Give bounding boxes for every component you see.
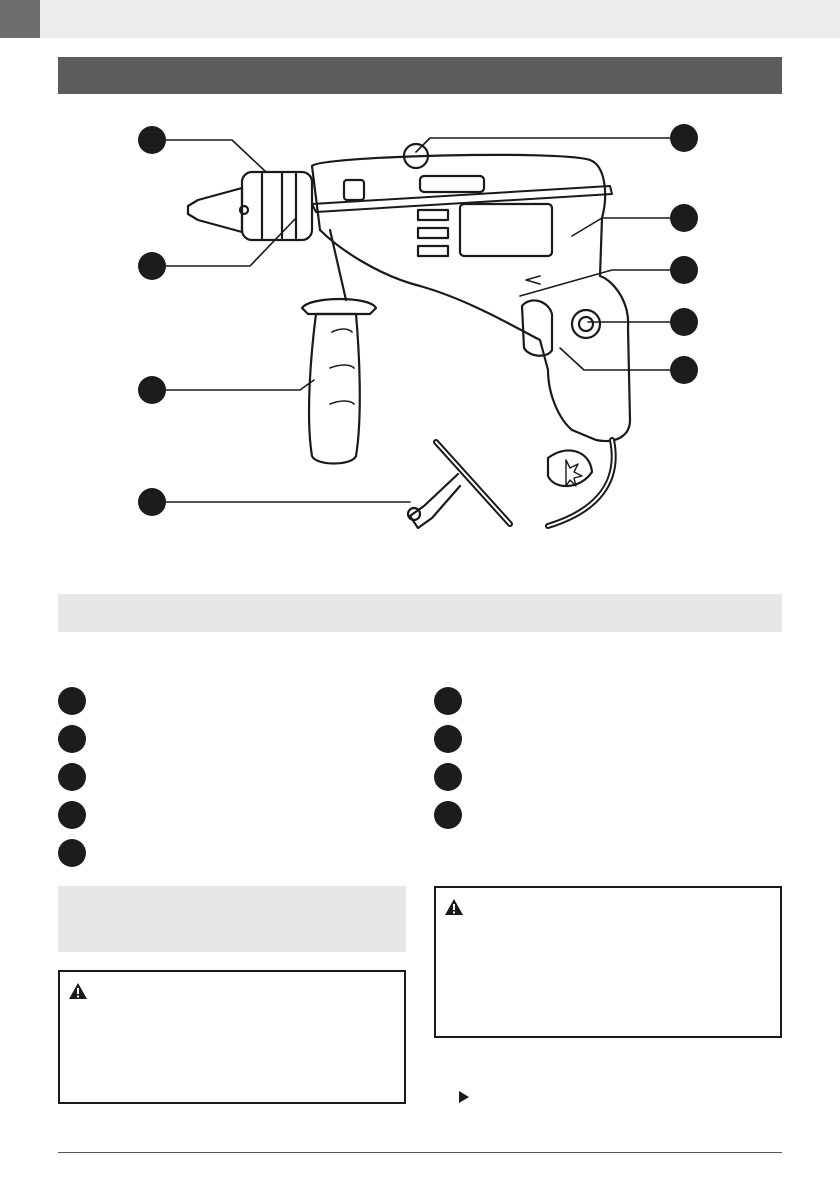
footer-divider <box>58 1152 782 1153</box>
callout-dot <box>138 376 166 404</box>
chuck <box>188 172 312 240</box>
section-header <box>58 57 782 94</box>
play-triangle-icon <box>458 1090 470 1104</box>
warning-triangle-icon <box>68 982 88 1000</box>
list-item <box>58 839 398 867</box>
item-number-dot <box>434 763 462 791</box>
warning-triangle-icon <box>444 898 464 916</box>
warning-box <box>434 886 782 1038</box>
item-number-dot <box>434 801 462 829</box>
power-cord <box>548 440 614 526</box>
top-bar <box>0 0 840 38</box>
side-handle <box>302 230 376 464</box>
warning-box <box>58 970 406 1104</box>
item-number-dot <box>434 687 462 715</box>
callout-dot <box>670 204 698 232</box>
info-box <box>58 886 406 952</box>
callout-dot <box>138 126 166 154</box>
item-number-dot <box>58 801 86 829</box>
callout-dot <box>138 488 166 516</box>
item-number-dot <box>58 687 86 715</box>
list-item <box>58 725 398 753</box>
callout-dot <box>138 252 166 280</box>
list-item <box>58 763 398 791</box>
callout-dot <box>670 256 698 284</box>
callout-dot <box>670 124 698 152</box>
callout-dot <box>670 356 698 384</box>
list-item <box>434 725 774 753</box>
item-number-dot <box>58 763 86 791</box>
page-tab-marker <box>0 0 40 38</box>
item-number-dot <box>58 839 86 867</box>
item-number-dot <box>434 725 462 753</box>
list-item <box>434 801 774 829</box>
callout-dot <box>670 308 698 336</box>
chuck-key <box>408 442 510 528</box>
list-item <box>434 763 774 791</box>
subsection-header <box>58 594 782 632</box>
list-item <box>58 801 398 829</box>
drill-illustration <box>0 100 840 550</box>
list-item <box>434 687 774 715</box>
list-item <box>58 687 398 715</box>
item-number-dot <box>58 725 86 753</box>
